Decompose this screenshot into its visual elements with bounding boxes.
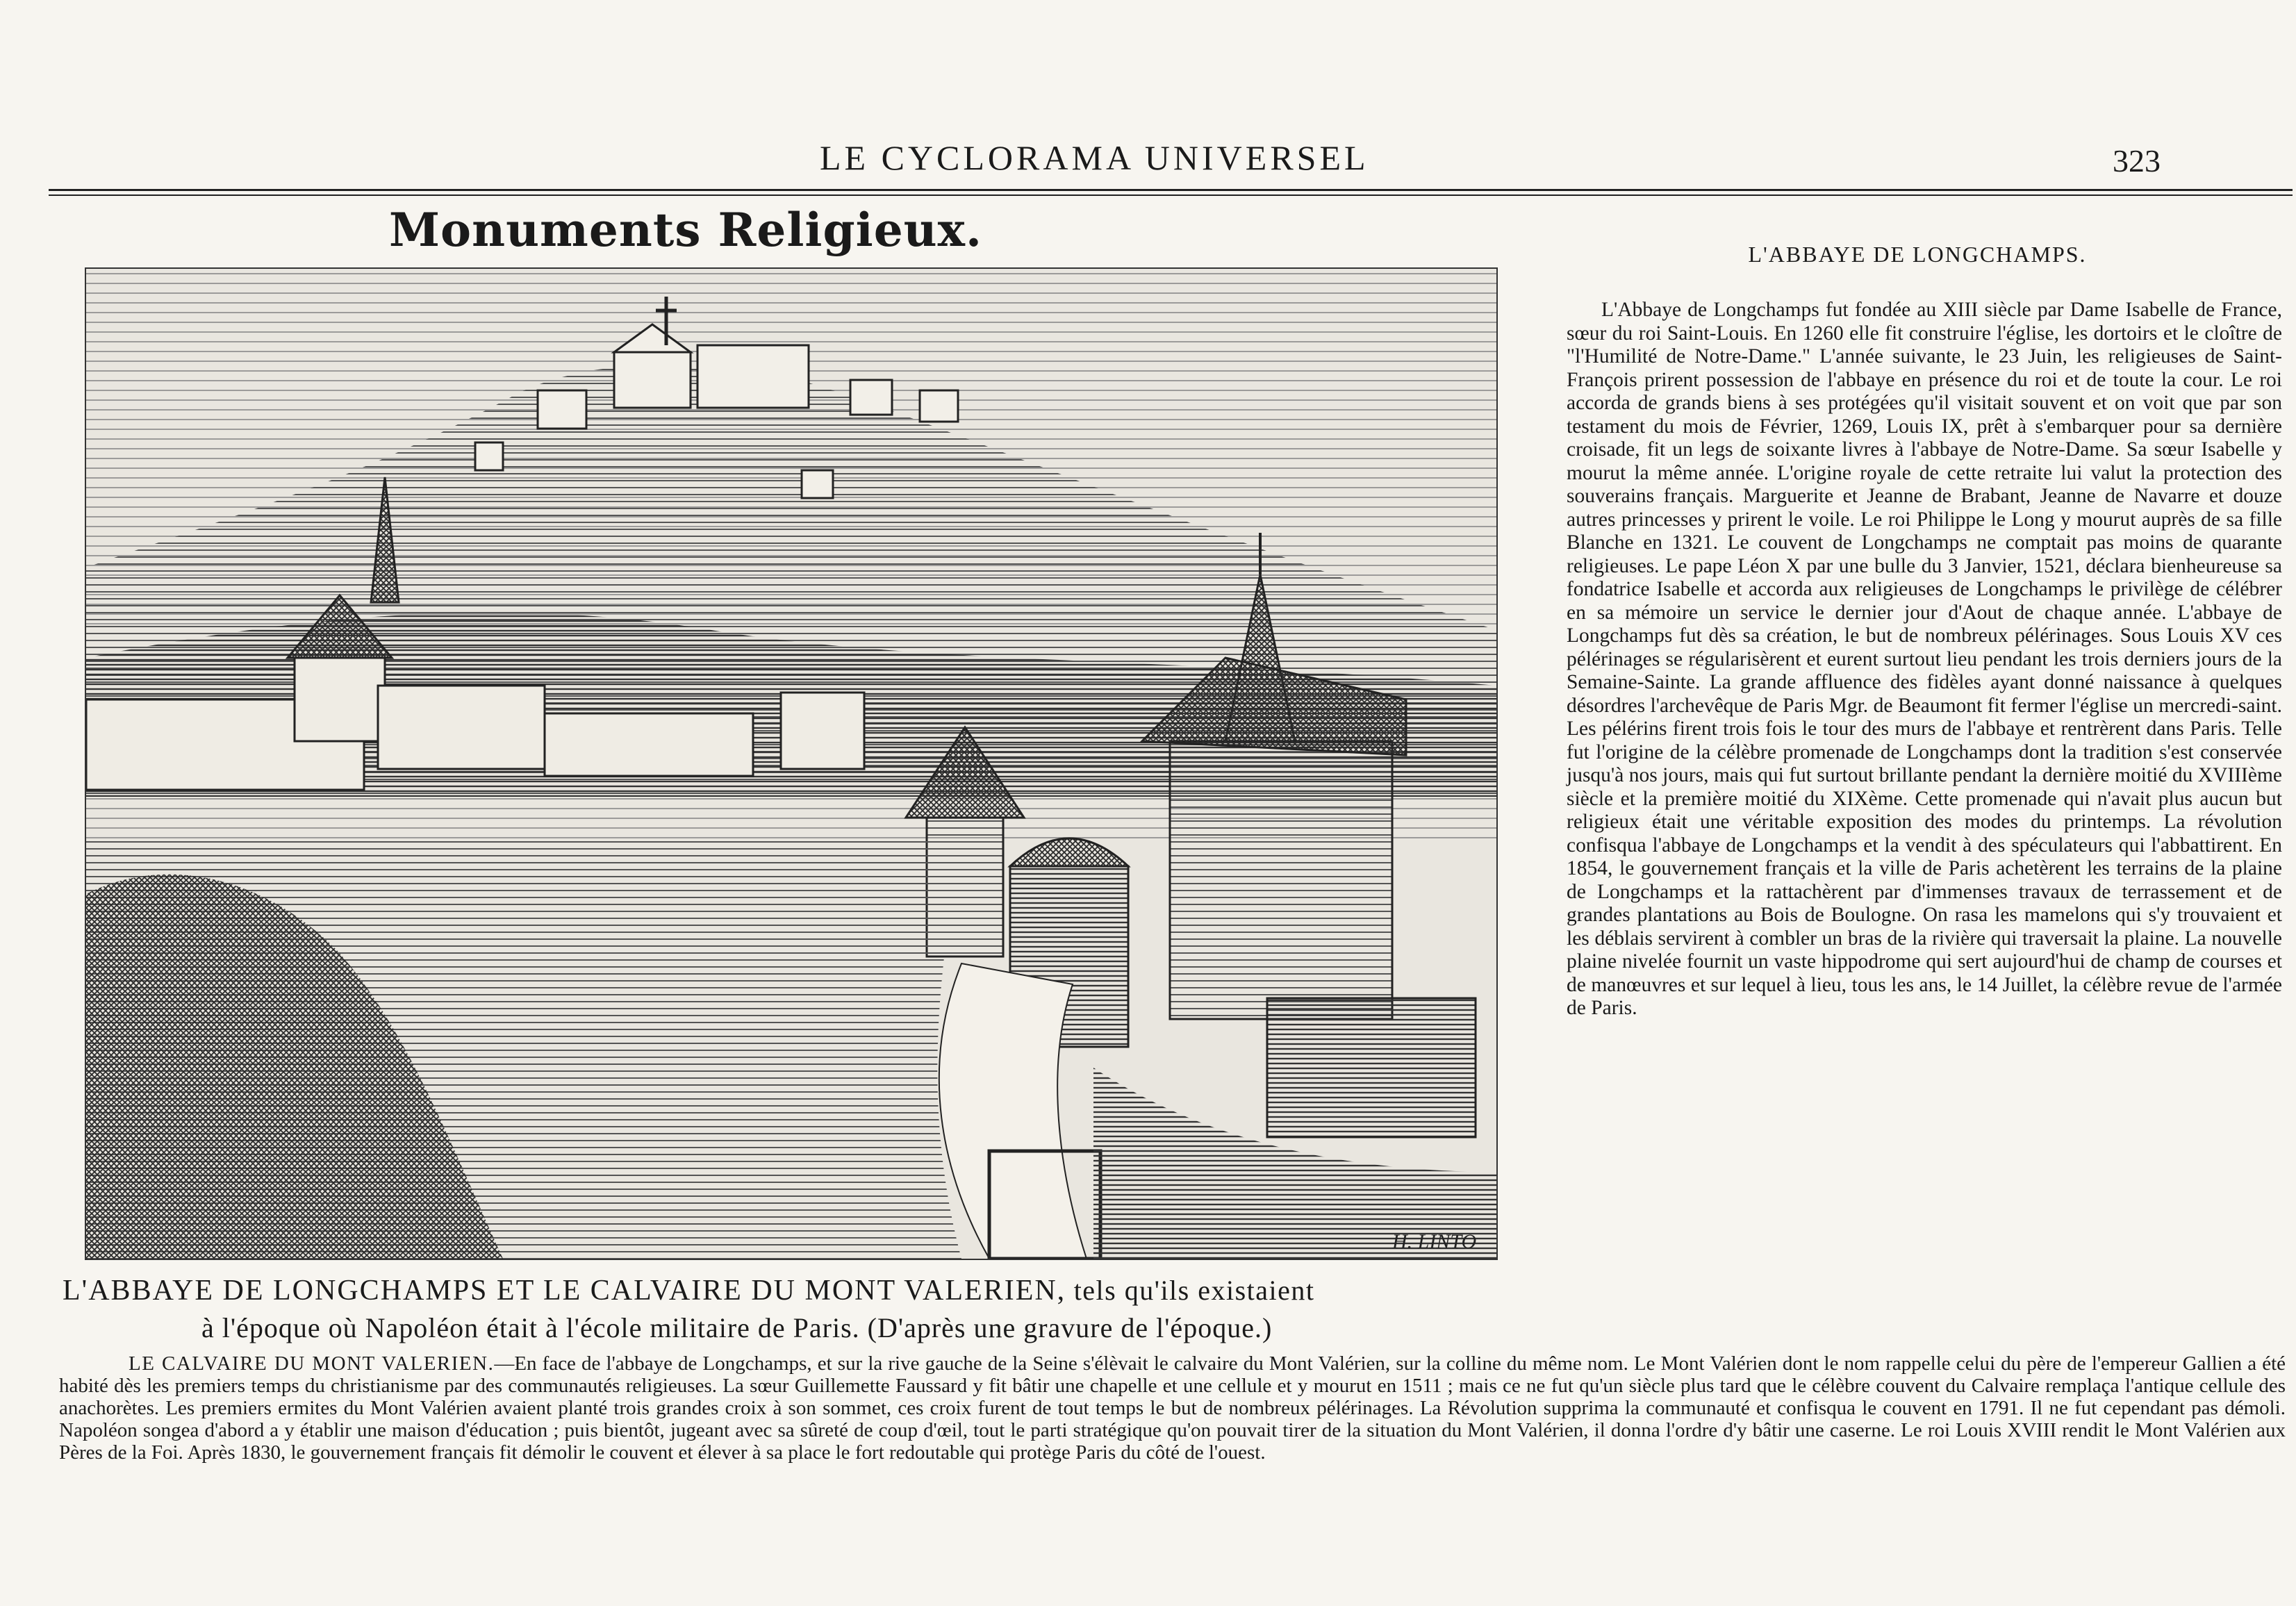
engraving-illustration bbox=[85, 267, 1498, 1260]
section-title: Monuments Religieux. bbox=[389, 203, 982, 257]
caption-title: L'ABBAYE DE LONGCHAMPS ET LE CALVAIRE DU MONT VALERIEN, bbox=[63, 1275, 1066, 1307]
caption-line-2: à l'époque où Napoléon était à l'école militaire de Paris. (D'après une gravure de l'époque.) bbox=[201, 1312, 1273, 1343]
article-heading: L'ABBAYE DE LONGCHAMPS. bbox=[1748, 242, 2087, 267]
article-body bbox=[1567, 299, 2282, 1020]
footnote-lead: LE CALVAIRE DU MONT VALERIEN. bbox=[129, 1352, 495, 1375]
header-rule-top bbox=[49, 189, 2293, 191]
footnote-text: —En face de l'abbaye de Longchamps, et sur la rive gauche de la Seine s'élèvait le calvaire du Mont Valérien, sur la colline du même nom. Le Mont Valérien dont le nom rappelle celui du père de l'empereur Gallien a été habité dès les premiers temps du christianisme par des communautés religieuses. La sœur Guillemette Faussard y fit bâtir une chapelle et une cellule et y mourut en 1511 ; mais ce ne fut qu'un siècle plus tard que le célèbre couvent du Calvaire remplaça l'antique cellule des anachorètes. Les premiers ermites du Mont Valérien avaient planté trois grandes croix à son sommet, ces croix furent de tout temps le but de nombreux pélérinages. La Révolution supprima la communauté et confisqua le couvent en 1791. Il ne fut cependant pas démoli. Napoléon songea d'abord a y établir une maison d'éducation ; puis bientôt, jugeant avec sa sûreté de coup d'œil, tout le parti stratégique qu'on pouvait tirer de la situation du Mont Valérien, il donna l'ordre d'y bâtir une caserne. Le roi Louis XVIII rendit le Mont Valérien aux Pères de la Foi. Après 1830, le gouvernement français fit démolir le couvent et élever à sa place le fort redoutable qui protège Paris du côté de l'ouest. bbox=[59, 1352, 2286, 1464]
page-number: 323 bbox=[2113, 143, 2161, 179]
article-paragraph: L'Abbaye de Longchamps fut fondée au XIII siècle par Dame Isabelle de France, sœur du roi Saint-Louis. En 1260 elle fit construire l'église, les dortoirs et le cloître de "l'Humilité de Notre-Dame." L'année suivante, le 23 Juin, les religieuses de Saint-François prirent possession de l'abbaye en présence du roi et de toute la cour. Le roi accorda de grands biens à ses protégées qu'il visitait souvent et on voit que par son testament du mois de Février, 1269, Louis IX, prêt à s'embarquer pour sa dernière croisade, fit un legs de soixante livres à l'abbaye de Notre-Dame. Sa sœur Isabelle y mourut la même année. L'origine royale de cette retraite lui valut la protection des souverains français. Marguerite et Jeanne de Brabant, Jeanne de Navarre et douze autres princesses y prirent le voile. Le roi Philippe le Long y mourut auprès de sa fille Blanche en 1321. Le couvent de Longchamps ne comptait pas moins de quarante religieuses. Le pape Léon X par une bulle du 3 Janvier, 1521, déclara bienheureuse sa fondatrice Isabelle et accorda aux religieuses de Longchamps le privilège de célébrer en sa mémoire un service le dernier jour d'Aout de chaque année. L'abbaye de Longchamps fut dès sa création, le but de nombreux pélérinages. Sous Louis XV ces pélérinages se régularisèrent et eurent surtout lieu pendant les trois derniers jours de la Semaine-Sainte. La grande affluence des fidèles ayant donné naissance à quelques désordres l'archevêque de Paris Mgr. de Beaumont fit fermer l'église un mercredi-saint. Les pélérins firent trois fois le tour des murs de l'abbaye et rentrèrent dans Paris. Telle fut l'origine de la célèbre promenade de Longchamps dont la tradition s'est conservée jusqu'à nos jours, mais qui fut surtout brillante pendant la dernière moitié du XVIIIème siècle et la première moitié du XIXème. Cette promenade qui n'avait plus aucun but religieux était une véritable exposition des modes du printemps. La révolution confisqua l'abbaye de Longchamps et la vendit à des spéculateurs qui l'abbattirent. En 1854, le gouvernement français et la ville de Paris achetèrent les terrains de la plaine de Longchamps et la rattachèrent par d'immenses travaux de terrassement et de grandes plantations au Bois de Boulogne. On rasa les mamelons qui s'y trouvaient et les déblais servirent à combler un bras de la rivière qui traversait la plaine. La nouvelle plaine nivelée fournit un vaste hippodrome qui sert aujourd'hui de champ de courses et de manœuvres et sur lequel à lieu, tous les ans, le 14 Juillet, la célèbre revue de l'armée de Paris. bbox=[1567, 299, 2282, 1019]
illustration-caption bbox=[63, 1275, 1556, 1306]
engraver-signature: H. LINTO bbox=[1392, 1230, 1477, 1253]
running-title: LE CYCLORAMA UNIVERSEL bbox=[820, 138, 1369, 177]
caption-rest: tels qu'ils existaient bbox=[1066, 1275, 1315, 1306]
header-rule-bottom bbox=[49, 194, 2293, 196]
footnote-calvaire bbox=[59, 1352, 2286, 1464]
